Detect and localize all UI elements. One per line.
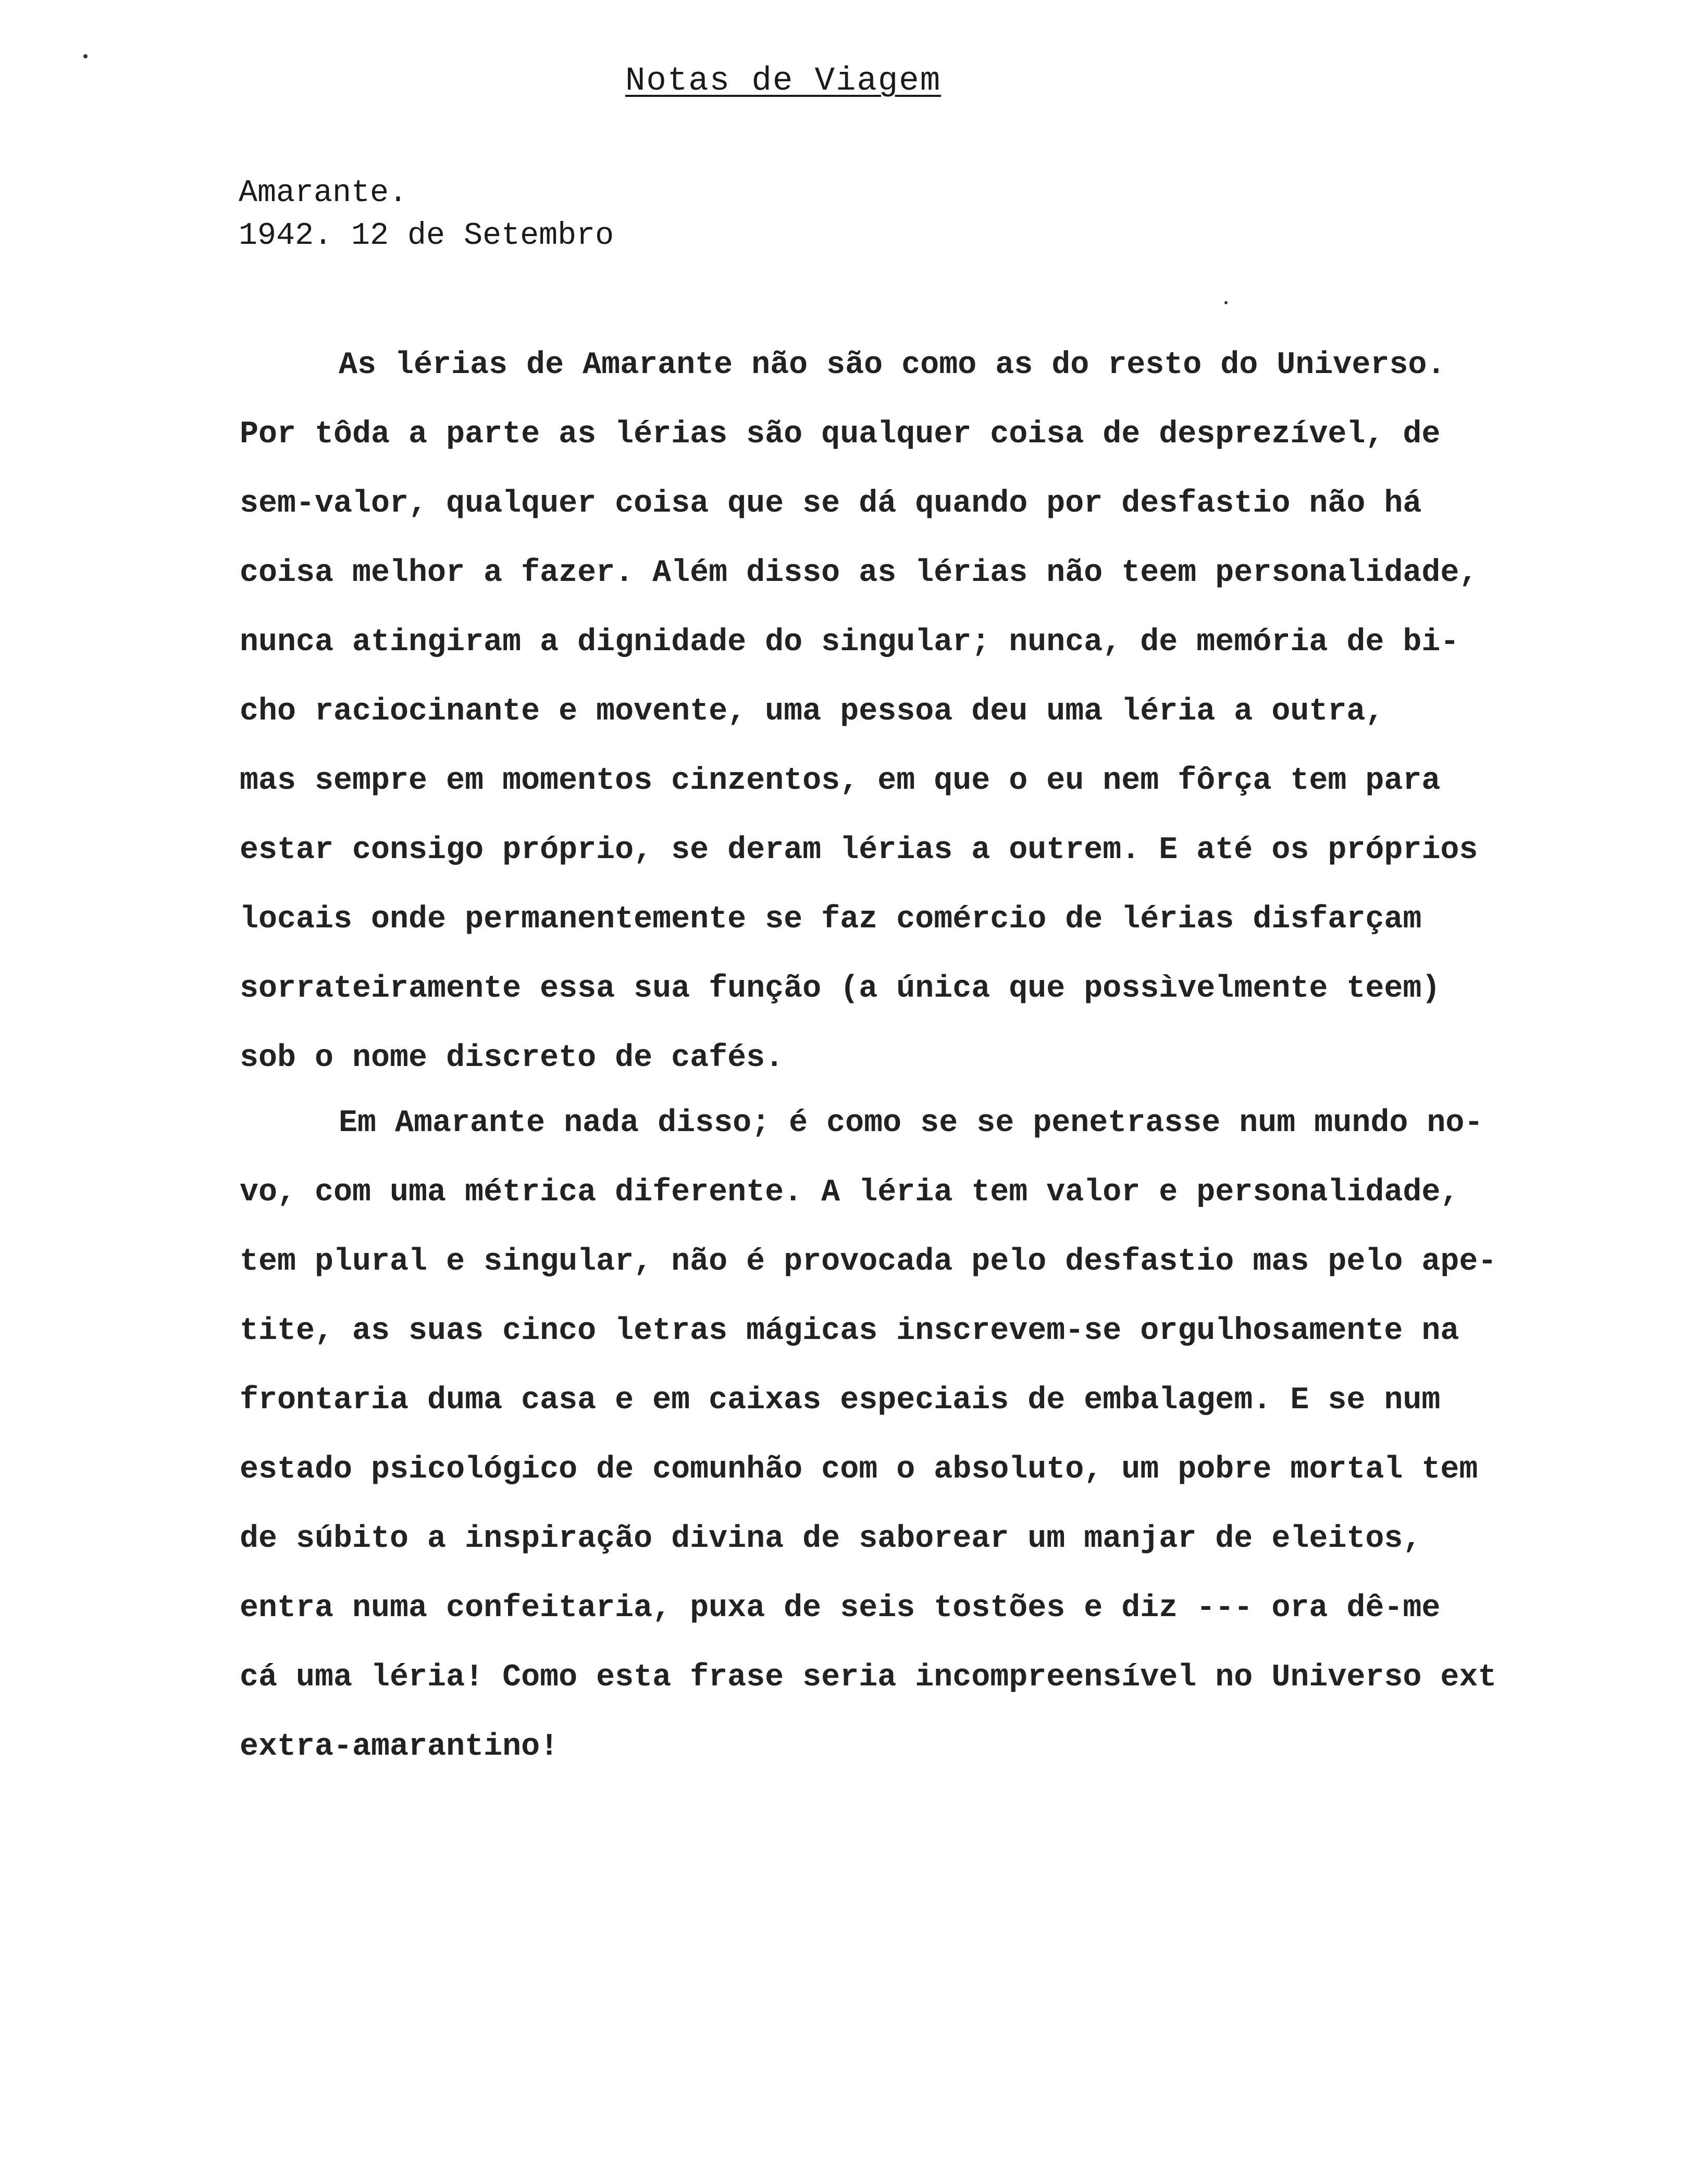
place-date-block: [239, 172, 614, 257]
paragraph-1: [240, 331, 1646, 1093]
text-line: extra-amarantino!: [240, 1729, 559, 1765]
text-line: cá uma léria! Como esta frase seria incompreensível no Universo ext: [240, 1660, 1497, 1695]
text-line: vo, com uma métrica diferente. A léria tem valor e personalidade,: [240, 1175, 1459, 1210]
paragraph-2: [240, 1089, 1646, 1782]
text-line: As lérias de Amarante não são como as do resto do Universo.: [339, 348, 1446, 383]
speck-mark: [1224, 301, 1228, 304]
date-line: 1942. 12 de Setembro: [239, 218, 614, 254]
text-line: coisa melhor a fazer. Além disso as lérias não teem personalidade,: [240, 555, 1478, 591]
text-line: sem-valor, qualquer coisa que se dá quando por desfastio não há: [240, 486, 1422, 522]
document-title: Notas de Viagem: [625, 63, 942, 100]
place-line: Amarante.: [239, 176, 408, 211]
speck-mark: [83, 54, 88, 58]
text-line: frontaria duma casa e em caixas especiais de embalagem. E se num: [240, 1383, 1441, 1418]
text-line: de súbito a inspiração divina de saborear um manjar de eleitos,: [240, 1521, 1422, 1557]
text-line: cho raciocinante e movente, uma pessoa deu uma léria a outra,: [240, 694, 1384, 729]
text-line: entra numa confeitaria, puxa de seis tostões e diz --- ora dê-me: [240, 1591, 1441, 1626]
text-line: nunca atingiram a dignidade do singular; nunca, de memória de bi-: [240, 625, 1459, 660]
text-line: estar consigo próprio, se deram lérias a outrem. E até os próprios: [240, 833, 1478, 868]
text-line: mas sempre em momentos cinzentos, em que o eu nem fôrça tem para: [240, 763, 1441, 799]
text-line: estado psicológico de comunhão com o absoluto, um pobre mortal tem: [240, 1452, 1478, 1487]
text-line: sorrateiramente essa sua função (a única que possìvelmente teem): [240, 971, 1441, 1007]
text-line: tem plural e singular, não é provocada pelo desfastio mas pelo ape-: [240, 1244, 1497, 1280]
text-line: Em Amarante nada disso; é como se se penetrasse num mundo no-: [339, 1106, 1483, 1141]
text-line: Por tôda a parte as lérias são qualquer coisa de desprezível, de: [240, 417, 1441, 452]
text-line: sob o nome discreto de cafés.: [240, 1040, 784, 1076]
text-line: locais onde permanentemente se faz comércio de lérias disfarçam: [240, 902, 1422, 937]
text-line: tite, as suas cinco letras mágicas inscrevem-se orgulhosamente na: [240, 1313, 1459, 1349]
